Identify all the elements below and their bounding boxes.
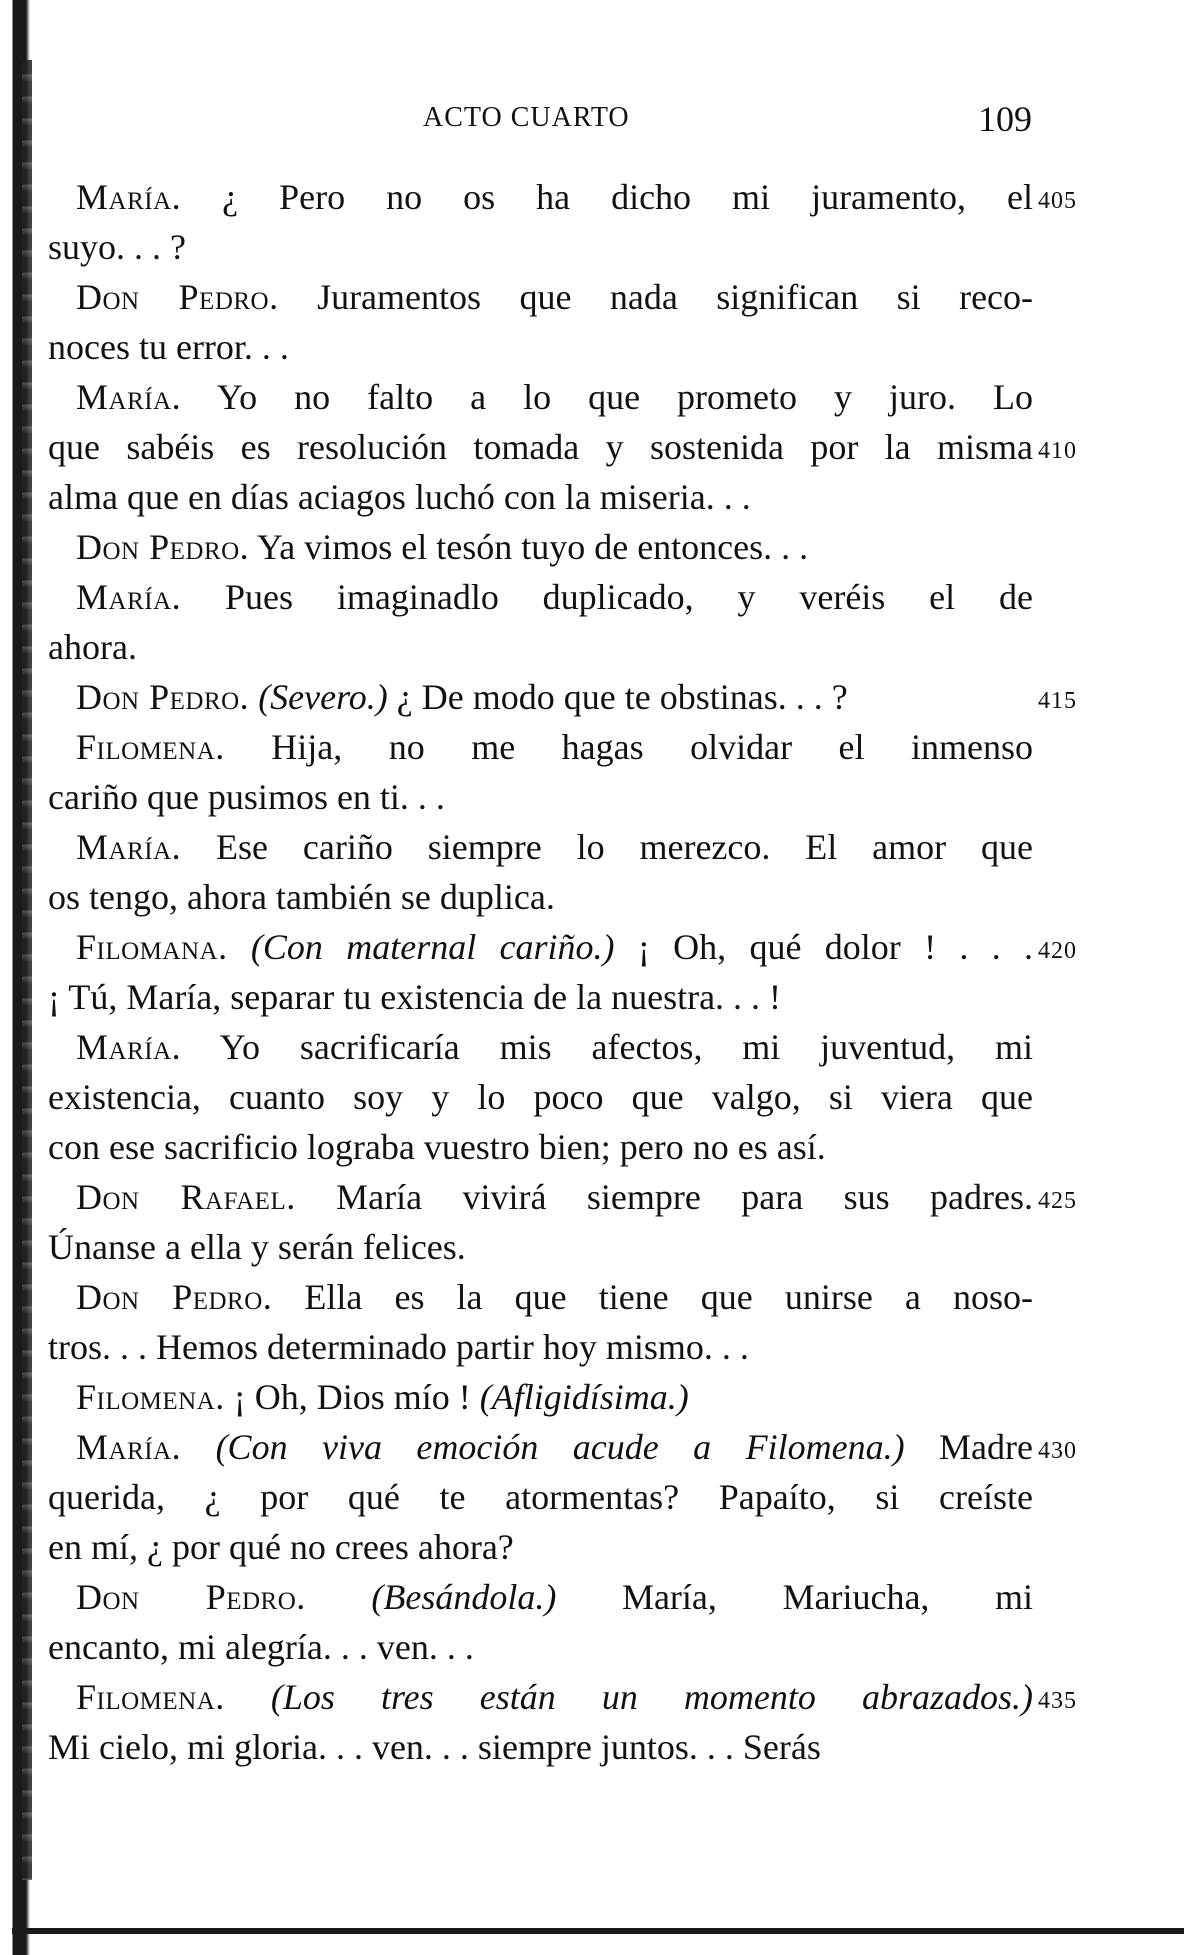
text-line	[48, 1372, 1033, 1422]
text-line	[48, 972, 1033, 1022]
line-text: noces tu error. . .	[48, 327, 289, 367]
text-line	[48, 472, 1033, 522]
line-text: con ese sacrificio lograba vuestro bien; pero no es así.	[48, 1127, 826, 1167]
scan-bottom-edge	[12, 1928, 1184, 1934]
running-title: ACTO CUARTO	[423, 102, 630, 133]
line-text: María vivirá siempre para sus padres.	[336, 1177, 1034, 1217]
line-body	[76, 1422, 1033, 1472]
text-line	[48, 322, 1033, 372]
line-body	[48, 472, 1033, 522]
line-number: 430	[1038, 1438, 1077, 1464]
page-header	[0, 98, 1184, 138]
stage-direction: (Con viva emoción acude a Filomena.)	[215, 1427, 905, 1467]
line-text: Yo sacrificaría mis afectos, mi juventud, mi	[219, 1027, 1033, 1067]
line-text: encanto, mi alegría. . . ven. . .	[48, 1627, 474, 1667]
text-line	[48, 1322, 1033, 1372]
page-number: 109	[978, 99, 1032, 139]
text-line	[48, 1222, 1033, 1272]
text-line	[48, 1172, 1077, 1222]
line-body	[76, 1672, 1033, 1722]
line-number: 420	[1038, 938, 1077, 964]
stage-direction: (Afligidísima.)	[479, 1377, 689, 1417]
scan-binding-shadow	[22, 60, 32, 1880]
speaker-name: Don Pedro.	[76, 527, 250, 567]
line-text: cariño que pusimos en ti. . .	[48, 777, 445, 817]
line-body	[48, 1222, 1033, 1272]
line-body	[48, 1472, 1033, 1522]
speaker-name: Filomena.	[76, 1377, 225, 1417]
speaker-name: Filomena.	[76, 1677, 225, 1717]
line-text: suyo. . . ?	[48, 227, 186, 267]
line-text: tros. . . Hemos determinado partir hoy mismo. . .	[48, 1327, 749, 1367]
line-text: querida, ¿ por qué te atormentas? Papaíto, si creíste	[48, 1477, 1033, 1517]
speaker-name: Filomana.	[76, 927, 228, 967]
stage-direction: (Con maternal cariño.)	[250, 927, 615, 967]
text-line	[48, 872, 1033, 922]
line-text: Yo no falto a lo que prometo y juro. Lo	[216, 377, 1033, 417]
text-line	[48, 422, 1077, 472]
line-body	[76, 1272, 1033, 1322]
text-line	[48, 772, 1033, 822]
text-line	[48, 1122, 1033, 1172]
speaker-name: María.	[76, 827, 182, 867]
line-text: ¿ Pero no os ha dicho mi juramento, el	[222, 177, 1033, 217]
line-text: existencia, cuanto soy y lo poco que valgo, si viera que	[48, 1077, 1033, 1117]
text-line	[48, 1722, 1033, 1772]
line-text: Únanse a ella y serán felices.	[48, 1227, 466, 1267]
line-text: ¿ De modo que te obstinas. . . ?	[396, 677, 848, 717]
line-text: Mi cielo, mi gloria. . . ven. . . siempre juntos. . . Serás	[48, 1727, 821, 1767]
speaker-name: Don Pedro.	[76, 277, 279, 317]
text-line	[48, 272, 1033, 322]
speaker-name: María.	[76, 577, 182, 617]
line-body	[48, 1122, 1033, 1172]
line-text: alma que en días aciagos luchó con la miseria. . .	[48, 477, 751, 517]
line-body	[76, 1022, 1033, 1072]
line-text: os tengo, ahora también se duplica.	[48, 877, 555, 917]
line-body	[76, 672, 1033, 722]
stage-direction: (Los tres están un momento abrazados.)	[270, 1677, 1033, 1717]
speaker-name: Don Pedro.	[76, 677, 250, 717]
line-text: Pues imaginadlo duplicado, y veréis el de	[224, 577, 1033, 617]
line-body	[76, 922, 1033, 972]
text-line	[48, 172, 1077, 222]
line-body	[48, 422, 1033, 472]
text-line	[48, 922, 1077, 972]
line-body	[76, 722, 1033, 772]
line-text: Ya vimos el tesón tuyo de entonces. . .	[256, 527, 809, 567]
text-line	[48, 1672, 1077, 1722]
line-text: Ella es la que tiene que unirse a noso-	[304, 1277, 1033, 1317]
line-body	[76, 272, 1033, 322]
text-line	[48, 622, 1033, 672]
line-text: ¡ Oh, Dios mío !	[233, 1377, 471, 1417]
line-body	[76, 172, 1033, 222]
line-body	[48, 772, 1033, 822]
line-body	[76, 1572, 1033, 1622]
text-line	[48, 822, 1033, 872]
speaker-name: Don Rafael.	[76, 1177, 296, 1217]
text-line	[48, 672, 1077, 722]
line-number: 405	[1038, 188, 1077, 214]
dialogue-text	[48, 172, 1077, 1772]
line-text: Juramentos que nada significan si reco-	[317, 277, 1034, 317]
text-line	[48, 1472, 1033, 1522]
line-number: 410	[1038, 438, 1077, 464]
speaker-name: Don Pedro.	[76, 1277, 273, 1317]
text-line	[48, 1522, 1033, 1572]
line-body	[76, 522, 1033, 572]
speaker-name: María.	[76, 1027, 182, 1067]
line-body	[48, 222, 1033, 272]
line-text: ahora.	[48, 627, 137, 667]
text-line	[48, 1622, 1033, 1672]
line-body	[48, 1072, 1033, 1122]
line-text: en mí, ¿ por qué no crees ahora?	[48, 1527, 514, 1567]
line-body	[48, 872, 1033, 922]
text-line	[48, 1272, 1033, 1322]
line-text: ¡ Oh, qué dolor ! . . .	[637, 927, 1034, 967]
line-text: Hija, no me hagas olvidar el inmenso	[271, 727, 1034, 767]
text-line	[48, 1422, 1077, 1472]
text-line	[48, 1022, 1033, 1072]
speaker-name: María.	[76, 1427, 182, 1467]
text-line	[48, 1072, 1033, 1122]
line-body	[48, 322, 1033, 372]
stage-direction: (Severo.)	[258, 677, 388, 717]
speaker-name: María.	[76, 177, 182, 217]
text-line	[48, 372, 1033, 422]
text-line	[48, 1572, 1033, 1622]
speaker-name: María.	[76, 377, 182, 417]
text-line	[48, 572, 1033, 622]
line-body	[76, 1372, 1033, 1422]
line-number: 425	[1038, 1188, 1077, 1214]
text-line	[48, 722, 1033, 772]
text-line	[48, 222, 1033, 272]
line-text: María, Mariucha, mi	[621, 1577, 1034, 1617]
speaker-name: Filomena.	[76, 727, 225, 767]
line-text: ¡ Tú, María, separar tu existencia de la nuestra. . . !	[48, 977, 782, 1017]
speaker-name: Don Pedro.	[76, 1577, 306, 1617]
line-body	[76, 822, 1033, 872]
line-number: 435	[1038, 1688, 1077, 1714]
line-body	[76, 572, 1033, 622]
text-line	[48, 522, 1033, 572]
line-number: 415	[1038, 688, 1077, 714]
line-body	[76, 372, 1033, 422]
line-body	[48, 1322, 1033, 1372]
line-text: Ese cariño siempre lo merezco. El amor que	[216, 827, 1034, 867]
line-body	[48, 622, 1033, 672]
line-text: que sabéis es resolución tomada y sostenida por la misma	[48, 427, 1033, 467]
line-text: Madre	[939, 1427, 1033, 1467]
line-body	[76, 1172, 1033, 1222]
stage-direction: (Besándola.)	[371, 1577, 557, 1617]
line-body	[48, 1622, 1033, 1672]
line-body	[48, 972, 1033, 1022]
line-body	[48, 1722, 1033, 1772]
line-body	[48, 1522, 1033, 1572]
